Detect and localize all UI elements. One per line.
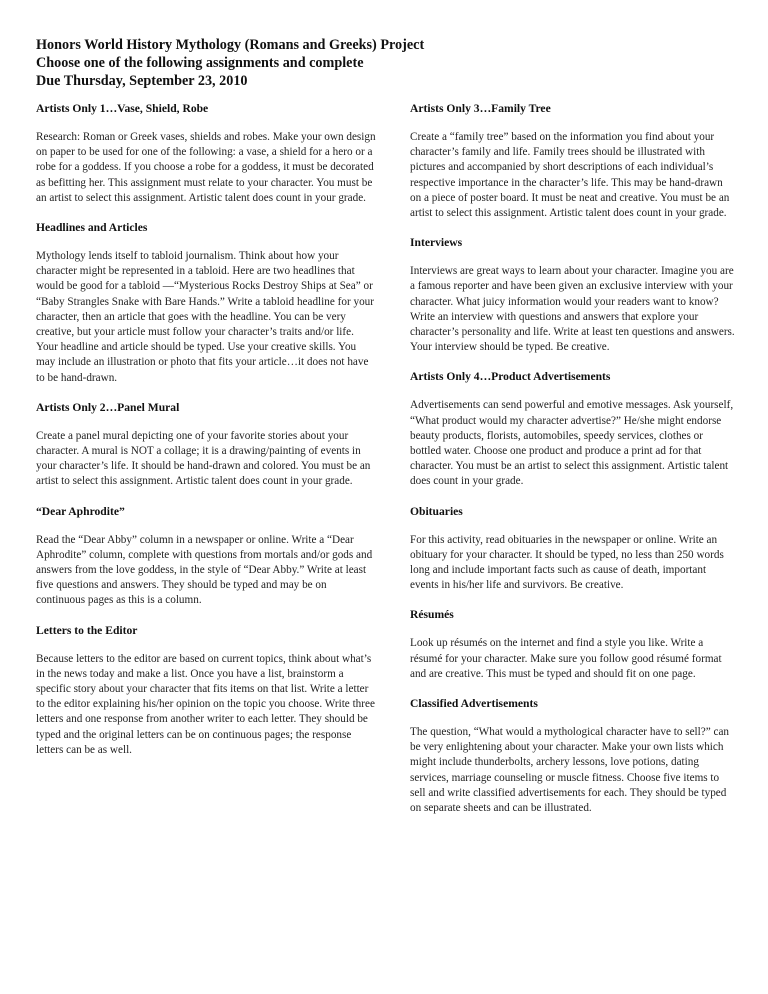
section-title: Classified Advertisements [410,697,538,711]
section-body: The question, “What would a mythological character have to sell?” can be very enlightening about your character. Make your own lists which might include thunderbolts, archery lessons, love potions, dating services, marriage counseling or muscle fitness. Choose five items to sell and write classified advertisements for each. They should be typed on separate sheets and can be illustrated. [410,726,730,815]
section-title: Artists Only 3…Family Tree [410,102,551,115]
section-title: Artists Only 2…Panel Mural [36,400,180,414]
section-resumes [410,607,736,682]
section-family-tree [410,101,736,221]
section-body: Look up résumés on the internet and find a style you like. Write a résumé for your character. Make sure you follow good résumé format and are creative. This must be typed and should fit on one page. [410,637,722,680]
section-body: Advertisements can send powerful and emotive messages. Ask yourself, “What product would my character advertise?” He/she might endorse beauty products, florists, automobiles, speedy services, clothes or bottled water. Choose one product and produce a print ad for that character. You must be an artist to select this assignment. Artistic talent does count in your grade. [410,399,734,488]
document-header [36,36,736,90]
section-interviews [410,235,736,355]
section-body: Research: Roman or Greek vases, shields and robes. Make your own design on paper to be used for one of the following: a vase, a shield for a hero or a robe for a goddess. If you choose a robe for a goddess, it must be decorated as befitting her. This assignment must relate to your character. You must be an artist to select this assignment. Artistic talent does count in your grade. [36,131,376,204]
header-instructions: Choose one of the following assignments and complete [36,55,364,71]
section-body: Create a “family tree” based on the information you find about your character’s family and life. Family trees should be illustrated with pictures and accompanied by short descriptions of each individual’s respective importance in the character’s life. This may be hand-drawn on a piece of poster board. It must be neat and creative. You must be an artist to select this assignment. Artistic talent does count in your grade. [410,131,730,220]
section-body: Mythology lends itself to tabloid journalism. Think about how your character might be represented in a tabloid. Here are two headlines that would be good for a tabloid —“Mysterious Rocks Destroy Ships at Sea” or “Baby Strangles Snake with Bare Hands.” Write a tabloid headline for your character, then an article that goes with the headline. You can be very creative, but your article must follow your character’s traits and/or life. Your headline and article should be typed. Use your creative skills. You may include an illustration or photo that fits your article…it does not have to be hand-drawn. [36,250,374,384]
section-title: Headlines and Articles [36,221,148,235]
section-title: Résumés [410,608,454,622]
section-body: Create a panel mural depicting one of your favorite stories about your character. A mural is NOT a collage; it is a drawing/painting of events in your character’s life. It should be hand-drawn and colored. You must be an artist to select this assignment. Artistic talent does count in your grade. [36,429,371,488]
section-obituaries [410,504,736,594]
section-title: Obituaries [410,504,463,518]
section-title: Interviews [410,236,463,250]
section-body: Interviews are great ways to learn about your character. Imagine you are a famous reporter and have been given an exclusive interview with your character. What juicy information would your readers want to know? Write an interview with questions and answers that explore your character’s personality and life. Write at least ten questions and answers. Your interview should be typed. Be creative. [410,265,735,354]
section-headlines-articles [36,220,376,386]
header-due-date: Due Thursday, September 23, 2010 [36,73,248,89]
section-panel-mural [36,400,376,490]
section-body: For this activity, read obituaries in the newspaper or online. Write an obituary for your character. It should be typed, no less than 250 words long and include important facts such as cause of death, important events in his/her life and survivors. Be creative. [410,533,724,592]
section-letters-to-editor [36,623,376,758]
section-title: Artists Only 1…Vase, Shield, Robe [36,102,209,115]
section-product-advertisements [410,369,736,489]
section-body: Read the “Dear Abby” column in a newspaper or online. Write a “Dear Aphrodite” column, complete with questions from mortals and/or gods and answers from the love goddess, in the style of “Dear Abby.” Write at least five questions and answers. They should be typed and may be on continuous pages as this is a column. [36,533,373,607]
section-dear-aphrodite [36,504,376,609]
section-title: “Dear Aphrodite” [36,504,125,518]
right-column [410,101,736,830]
left-column [36,101,376,830]
section-classified-advertisements [410,696,736,816]
section-title: Letters to the Editor [36,623,138,637]
section-title: Artists Only 4…Product Advertisements [410,370,611,384]
document-page [36,36,736,90]
section-vase-shield-robe [36,101,376,206]
section-body: Because letters to the editor are based on current topics, think about what’s in the news today and make a list. Once you have a list, brainstorm a specific story about your character that fits items on that list. Write a letter to the editor explaining his/her opinion on the topic you choose. Write three letters and one response from another writer to each letter. They should be typed and the original letters can be on continuous pages; the response letters can be as well. [36,652,375,756]
assignment-columns [36,101,736,830]
header-title: Honors World History Mythology (Romans and Greeks) Project [36,37,425,53]
